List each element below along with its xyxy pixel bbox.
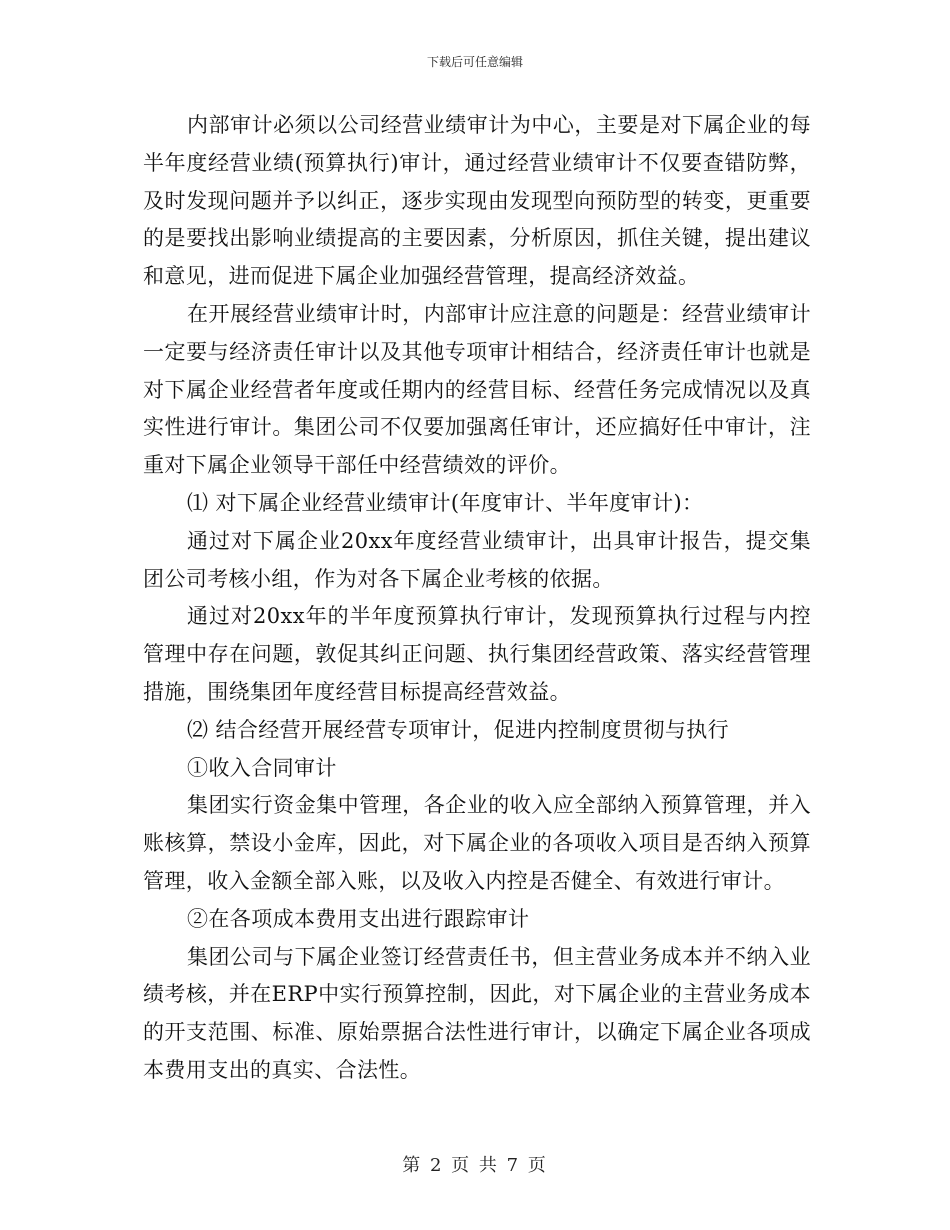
paragraph-cost-audit: 集团公司与下属企业签订经营责任书，但主营业务成本并不纳入业绩考核，并在ERP中实行预算控制，因此，对下属企业的主营业务成本的开支范围、标准、原始票据合法性进行审计，以确定下属企业各项成本费用支出的真实、合法性。 [143,944,811,1082]
document-body [143,107,811,1090]
heading-cost-tracking-audit: ②在各项成本费用支出进行跟踪审计 [187,906,530,931]
page-footer: 第 2 页 共 7 页 [402,1155,548,1176]
paragraph-half-year-audit: 通过对20xx年的半年度预算执行审计，发现预算执行过程与内控管理中存在问题，敦促其纠正问题、执行集团经营政策、落实经营管理措施，围绕集团年度经营目标提高经营效益。 [143,604,811,704]
paragraph-annual-audit: 通过对下属企业20xx年度经营业绩审计，出具审计报告，提交集团公司考核小组，作为对各下属企业考核的依据。 [143,528,811,591]
page-header: 下载后可任意编辑 [426,55,523,69]
heading-revenue-contract-audit: ①收入合同审计 [187,755,337,780]
paragraph-audit-considerations: 在开展经营业绩审计时，内部审计应注意的问题是：经营业绩审计一定要与经济责任审计以及其他专项审计相结合，经济责任审计也就是对下属企业经营者年度或任期内的经营目标、经营任务完成情况以及真实性进行审计。集团公司不仅要加强离任审计，还应搞好任中审计，注重对下属企业领导干部任中经营绩效的评价。 [143,301,811,478]
heading-special-audit: ⑵ 结合经营开展经营专项审计，促进内控制度贯彻与执行 [187,717,730,742]
paragraph-performance-audit-intro: 内部审计必须以公司经营业绩审计为中心，主要是对下属企业的每半年度经营业绩(预算执行)审计，通过经营业绩审计不仅要查错防弊，及时发现问题并予以纠正，逐步实现由发现型向预防型的转变，更重要的是要找出影响业绩提高的主要因素，分析原因，抓住关键，提出建议和意见，进而促进下属企业加强经营管理，提高经济效益。 [143,113,811,289]
heading-subsidiary-performance-audit: ⑴ 对下属企业经营业绩审计(年度审计、半年度审计)： [187,490,704,515]
paragraph-revenue-audit: 集团实行资金集中管理，各企业的收入应全部纳入预算管理，并入账核算，禁设小金库，因此，对下属企业的各项收入项目是否纳入预算管理，收入金额全部入账，以及收入内控是否健全、有效进行审计。 [143,793,811,893]
